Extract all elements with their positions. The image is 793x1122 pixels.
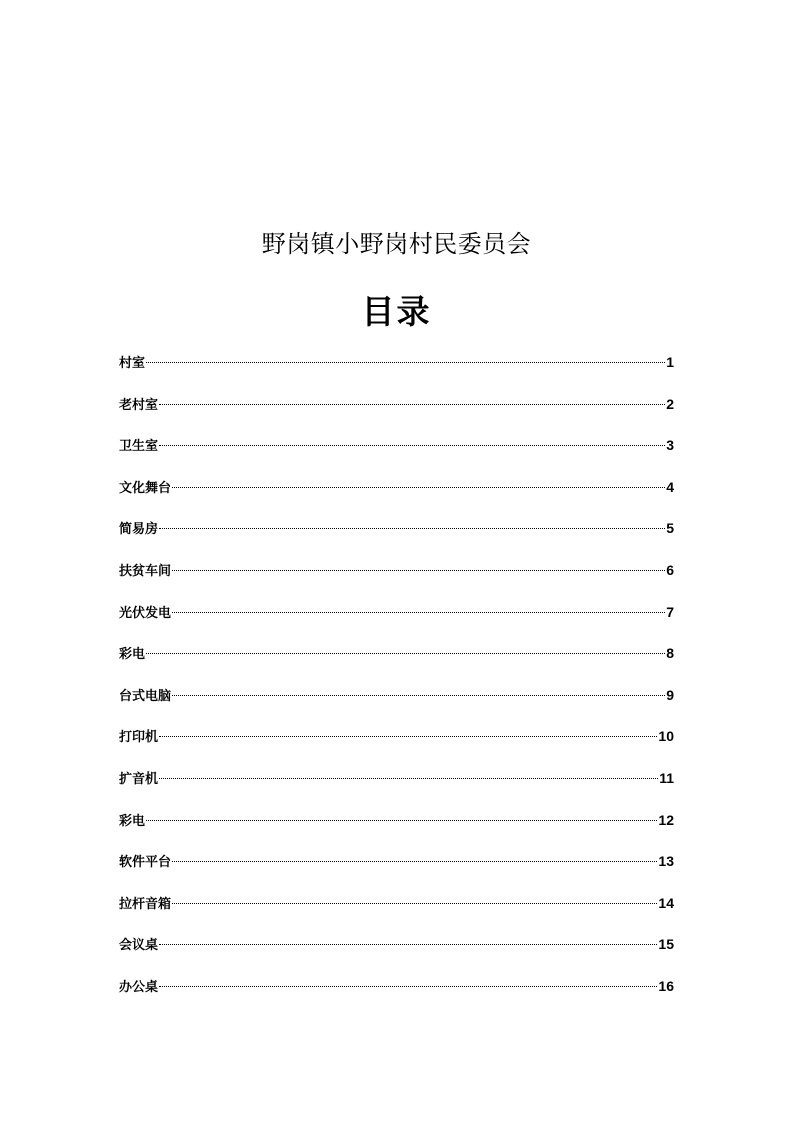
toc-entry-page-number: 2 — [666, 395, 674, 412]
toc-entry-page-number: 15 — [658, 936, 674, 953]
toc-entry-label: 简易房 — [119, 522, 159, 538]
toc-entry-page-number: 5 — [666, 520, 674, 537]
toc-entry[interactable] — [119, 348, 674, 390]
toc-entry[interactable] — [119, 473, 674, 515]
toc-entry-page-number: 1 — [666, 354, 674, 370]
toc-entry-page-number: 10 — [658, 728, 674, 745]
dot-leader — [172, 860, 657, 862]
toc-entry[interactable] — [119, 431, 674, 473]
toc-entry-label: 卫生室 — [119, 439, 159, 455]
toc-entry-page-number: 12 — [658, 811, 674, 828]
dot-leader — [159, 444, 665, 446]
toc-entry[interactable] — [119, 930, 674, 972]
toc-entry-label: 打印机 — [119, 730, 159, 746]
toc-entry-label: 村室 — [119, 356, 146, 371]
dot-leader — [146, 819, 657, 821]
toc-entry[interactable] — [119, 639, 674, 681]
toc-entry[interactable] — [119, 514, 674, 556]
toc-entry[interactable] — [119, 972, 674, 1014]
toc-entry-page-number: 7 — [666, 603, 674, 620]
toc-entry-label: 拉杆音箱 — [119, 896, 172, 912]
dot-leader — [146, 652, 665, 654]
table-of-contents — [119, 348, 674, 1014]
toc-entry[interactable] — [119, 847, 674, 889]
dot-leader — [159, 985, 657, 987]
toc-entry[interactable] — [119, 764, 674, 806]
toc-entry-label: 办公桌 — [119, 979, 159, 995]
toc-entry[interactable] — [119, 598, 674, 640]
toc-entry-label: 彩电 — [119, 813, 146, 829]
dot-leader — [146, 361, 665, 363]
toc-entry[interactable] — [119, 806, 674, 848]
toc-entry[interactable] — [119, 556, 674, 598]
toc-entry-label: 彩电 — [119, 647, 146, 663]
dot-leader — [159, 527, 665, 529]
toc-entry-page-number: 11 — [659, 769, 674, 786]
dot-leader — [159, 777, 658, 779]
toc-entry-label: 老村室 — [119, 397, 159, 413]
toc-entry-label: 台式电脑 — [119, 688, 172, 704]
dot-leader — [159, 403, 665, 405]
dot-leader — [172, 569, 665, 571]
toc-entry-label: 文化舞台 — [119, 480, 172, 496]
dot-leader — [172, 694, 665, 696]
dot-leader — [172, 902, 657, 904]
toc-entry-label: 扩音机 — [119, 771, 159, 787]
toc-entry-page-number: 6 — [666, 561, 674, 578]
toc-entry-label: 扶贫车间 — [119, 563, 172, 579]
table-of-contents-heading: 目录 — [361, 292, 432, 331]
dot-leader — [172, 611, 665, 613]
toc-entry-label: 软件平台 — [119, 855, 172, 871]
toc-entry-page-number: 16 — [658, 977, 674, 994]
dot-leader — [159, 735, 657, 737]
dot-leader — [159, 943, 657, 945]
dot-leader — [172, 486, 665, 488]
toc-entry[interactable] — [119, 722, 674, 764]
toc-entry-page-number: 3 — [666, 437, 674, 454]
toc-entry[interactable] — [119, 681, 674, 723]
toc-entry-page-number: 4 — [666, 478, 674, 495]
toc-entry-page-number: 13 — [658, 853, 674, 870]
organization-title: 野岗镇小野岗村民委员会 — [261, 230, 532, 258]
toc-entry-label: 光伏发电 — [119, 605, 172, 621]
toc-entry[interactable] — [119, 390, 674, 432]
toc-entry[interactable] — [119, 889, 674, 931]
toc-entry-page-number: 9 — [666, 686, 674, 703]
toc-entry-page-number: 14 — [658, 894, 674, 911]
toc-entry-label: 会议桌 — [119, 938, 159, 954]
toc-entry-page-number: 8 — [666, 645, 674, 662]
